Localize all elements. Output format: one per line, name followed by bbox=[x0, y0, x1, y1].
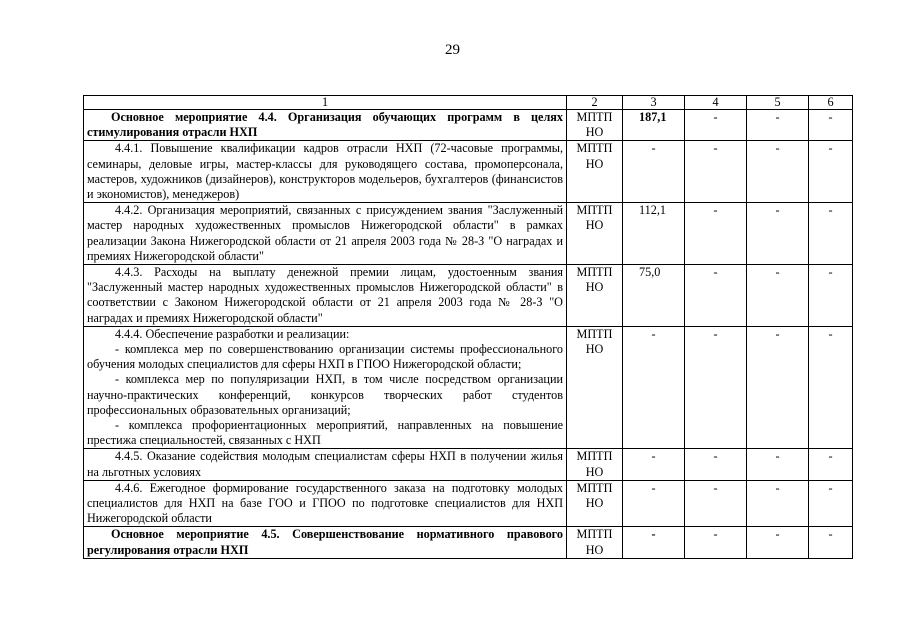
responsible-cell: МПТП НО bbox=[567, 265, 623, 327]
description-paragraph: - комплекса мер по популяризации НХП, в том числе посредством организации научно-практических конференций, конкурсов творческих работ студентов профессиональных образовательных организаций; bbox=[87, 372, 563, 417]
table-row bbox=[84, 141, 853, 203]
activity-description bbox=[84, 527, 567, 558]
responsible-cell: МПТП НО bbox=[567, 326, 623, 449]
amount-cell: - bbox=[623, 480, 685, 527]
description-paragraph: Основное мероприятие 4.5. Совершенствование нормативного правового регулирования отрасли НХП bbox=[87, 527, 563, 557]
responsible-cell: МПТП НО bbox=[567, 480, 623, 527]
amount-cell: - bbox=[623, 449, 685, 480]
table-row bbox=[84, 449, 853, 480]
value-cell-4: - bbox=[685, 326, 747, 449]
responsible-cell: МПТП НО bbox=[567, 141, 623, 203]
activity-description bbox=[84, 141, 567, 203]
table-row bbox=[84, 480, 853, 527]
responsible-cell: МПТП НО bbox=[567, 527, 623, 558]
value-cell-5: - bbox=[747, 203, 809, 265]
value-cell-4: - bbox=[685, 203, 747, 265]
activity-description bbox=[84, 110, 567, 141]
value-cell-6: - bbox=[809, 480, 853, 527]
value-cell-5: - bbox=[747, 449, 809, 480]
description-paragraph: 4.4.3. Расходы на выплату денежной премии лицам, удостоенным звания "Заслуженный мастер народных художественных промыслов Нижегородской области" в соответствии с Законом Нижегородской области от 21 апреля 2003 года № 28-З "О наградах и премиях Нижегородской области" bbox=[87, 265, 563, 325]
value-cell-4: - bbox=[685, 141, 747, 203]
table-row bbox=[84, 527, 853, 558]
header-cell-1: 1 bbox=[84, 96, 567, 110]
table-row bbox=[84, 110, 853, 141]
description-paragraph: 4.4.4. Обеспечение разработки и реализации: bbox=[115, 326, 350, 341]
value-cell-6: - bbox=[809, 326, 853, 449]
header-cell-5: 5 bbox=[747, 96, 809, 110]
description-paragraph: 4.4.2. Организация мероприятий, связанных с присуждением звания "Заслуженный мастер народных художественных промыслов Нижегородской области" в рамках реализации Закона Нижегородской области от 21 апреля 2003 года № 28-З "О наградах и премиях Нижегородской области" bbox=[87, 203, 563, 263]
activity-description bbox=[84, 265, 567, 327]
activity-description bbox=[84, 203, 567, 265]
value-cell-4: - bbox=[685, 527, 747, 558]
value-cell-6: - bbox=[809, 203, 853, 265]
value-cell-6: - bbox=[809, 449, 853, 480]
table-row bbox=[84, 326, 853, 449]
value-cell-6: - bbox=[809, 265, 853, 327]
responsible-cell: МПТП НО bbox=[567, 203, 623, 265]
description-paragraph: 4.4.5. Оказание содействия молодым специалистам сферы НХП в получении жилья на льготных условиях bbox=[87, 449, 563, 479]
amount-cell: - bbox=[623, 141, 685, 203]
value-cell-5: - bbox=[747, 480, 809, 527]
value-cell-4: - bbox=[685, 480, 747, 527]
value-cell-5: - bbox=[747, 326, 809, 449]
page-number: 29 bbox=[445, 42, 460, 58]
value-cell-4: - bbox=[685, 265, 747, 327]
description-paragraph: 4.4.1. Повышение квалификации кадров отрасли НХП (72-часовые программы, семинары, деловые игры, мастер-классы для руководящего состава, промоперсонала, мастеров, художников (дизайнеров), конструкторов модельеров, бухгалтеров (финансистов и экономистов), менеджеров) bbox=[87, 141, 563, 202]
header-row bbox=[84, 96, 853, 110]
table-row bbox=[84, 265, 853, 327]
header-cell-2: 2 bbox=[567, 96, 623, 110]
table-row bbox=[84, 203, 853, 265]
responsible-cell: МПТП НО bbox=[567, 449, 623, 480]
value-cell-6: - bbox=[809, 110, 853, 141]
description-paragraph: - комплекса мер по совершенствованию организации системы профессионального обучения молодых специалистов для сферы НХП в ГПОО Нижегородской области; bbox=[87, 342, 563, 372]
header-cell-6: 6 bbox=[809, 96, 853, 110]
value-cell-6: - bbox=[809, 141, 853, 203]
value-cell-5: - bbox=[747, 141, 809, 203]
value-cell-5: - bbox=[747, 265, 809, 327]
activity-description bbox=[84, 480, 567, 527]
value-cell-5: - bbox=[747, 110, 809, 141]
value-cell-4: - bbox=[685, 449, 747, 480]
program-table bbox=[83, 95, 853, 559]
description-paragraph: 4.4.6. Ежегодное формирование государственного заказа на подготовку молодых специалистов для НХП на базе ГОО и ГПОО по подготовке специалистов для НХП Нижегородской области bbox=[87, 480, 563, 526]
amount-cell: 187,1 bbox=[623, 110, 685, 141]
header-cell-4: 4 bbox=[685, 96, 747, 110]
amount-cell: - bbox=[623, 527, 685, 558]
responsible-cell: МПТП НО bbox=[567, 110, 623, 141]
value-cell-5: - bbox=[747, 527, 809, 558]
description-paragraph: Основное мероприятие 4.4. Организация обучающих программ в целях стимулирования отрасли НХП bbox=[87, 110, 563, 140]
amount-cell: 112,1 bbox=[623, 203, 685, 265]
header-cell-3: 3 bbox=[623, 96, 685, 110]
activity-description bbox=[84, 326, 567, 449]
amount-cell: - bbox=[623, 326, 685, 449]
activity-description bbox=[84, 449, 567, 480]
value-cell-4: - bbox=[685, 110, 747, 141]
amount-cell: 75,0 bbox=[623, 265, 685, 327]
description-paragraph: - комплекса профориентационных мероприятий, направленных на повышение престижа специальностей, связанных с НХП bbox=[87, 418, 563, 448]
value-cell-6: - bbox=[809, 527, 853, 558]
